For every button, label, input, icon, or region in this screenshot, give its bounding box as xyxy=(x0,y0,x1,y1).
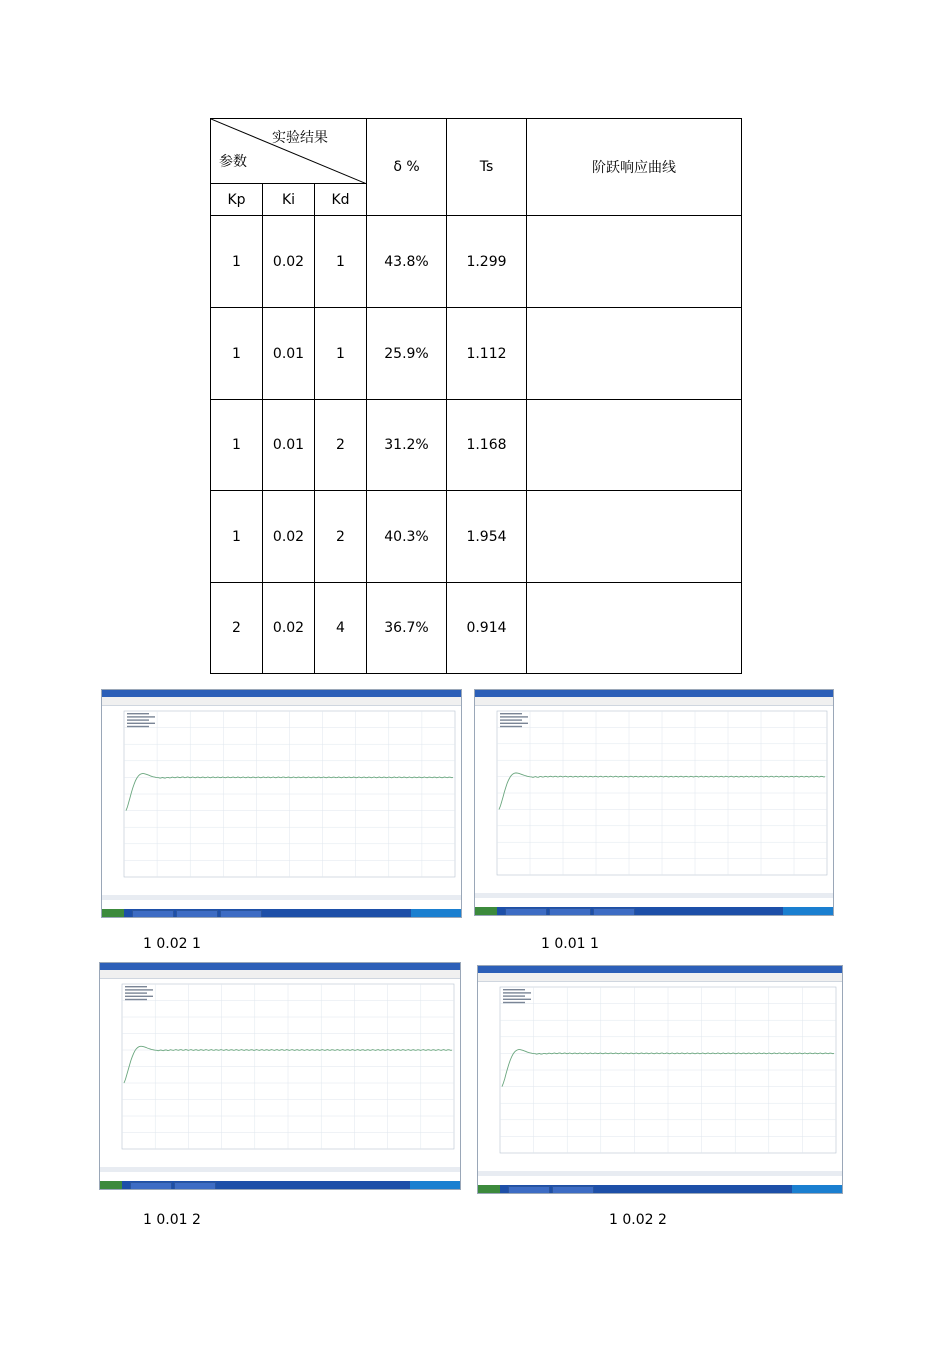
legend-line xyxy=(127,726,149,727)
cell-kd: 1 xyxy=(315,216,367,308)
taskbar-button xyxy=(505,908,547,916)
header-results: 实验结果 xyxy=(272,130,328,146)
taskbar-button xyxy=(174,1182,216,1190)
window-titlebar xyxy=(478,966,842,973)
cell-curve xyxy=(527,400,742,491)
table-row xyxy=(211,216,742,308)
step-response-screenshot xyxy=(101,689,462,918)
cell-kd: 4 xyxy=(315,583,367,674)
table-row xyxy=(211,400,742,491)
cell-ts: 1.168 xyxy=(447,400,527,491)
step-response-plot xyxy=(102,705,461,895)
cell-curve xyxy=(527,216,742,308)
start-button xyxy=(102,909,124,917)
legend-line xyxy=(125,986,147,987)
header-delta: δ % xyxy=(367,119,447,216)
legend-line xyxy=(125,999,147,1000)
legend-line xyxy=(127,716,155,717)
legend-line xyxy=(125,992,147,993)
legend-line xyxy=(503,1002,525,1003)
window-titlebar xyxy=(102,690,461,697)
cell-delta: 40.3% xyxy=(367,491,447,583)
col-ki: Ki xyxy=(263,184,315,216)
start-button xyxy=(478,1185,500,1193)
legend-line xyxy=(503,999,531,1000)
cell-curve xyxy=(527,308,742,400)
start-button xyxy=(475,907,497,915)
cell-curve xyxy=(527,583,742,674)
legend-line xyxy=(500,723,528,724)
cell-kp: 1 xyxy=(211,216,263,308)
window-statusbar xyxy=(475,893,833,898)
diagonal-header-cell xyxy=(211,119,367,184)
taskbar-button xyxy=(176,910,218,918)
taskbar-button xyxy=(220,910,262,918)
legend-line xyxy=(503,989,525,990)
system-tray xyxy=(783,907,833,915)
start-button xyxy=(100,1181,122,1189)
header-params: 参数 xyxy=(219,154,247,170)
taskbar xyxy=(475,907,833,915)
legend-line xyxy=(127,719,149,720)
step-response-plot xyxy=(100,978,460,1167)
cell-ts: 1.112 xyxy=(447,308,527,400)
cell-ki: 0.02 xyxy=(263,583,315,674)
screenshot-caption: 1 0.01 1 xyxy=(541,936,599,952)
cell-ki: 0.01 xyxy=(263,308,315,400)
system-tray xyxy=(792,1185,842,1193)
cell-delta: 43.8% xyxy=(367,216,447,308)
taskbar-button xyxy=(508,1186,550,1194)
step-response-screenshot xyxy=(477,965,843,1194)
cell-ts: 1.299 xyxy=(447,216,527,308)
cell-ts: 1.954 xyxy=(447,491,527,583)
legend-line xyxy=(500,719,522,720)
cell-kd: 2 xyxy=(315,400,367,491)
taskbar-button xyxy=(130,1182,172,1190)
taskbar xyxy=(100,1181,460,1189)
taskbar-button xyxy=(593,908,635,916)
cell-kp: 1 xyxy=(211,491,263,583)
col-kp: Kp xyxy=(211,184,263,216)
taskbar-button xyxy=(132,910,174,918)
header-ts: Ts xyxy=(447,119,527,216)
legend-line xyxy=(125,996,153,997)
cell-kp: 1 xyxy=(211,400,263,491)
screenshot-caption: 1 0.01 2 xyxy=(143,1212,201,1228)
taskbar xyxy=(478,1185,842,1193)
screenshot-caption: 1 0.02 2 xyxy=(609,1212,667,1228)
cell-ki: 0.01 xyxy=(263,400,315,491)
legend-line xyxy=(503,992,531,993)
system-tray xyxy=(411,909,461,917)
legend-line xyxy=(500,713,522,714)
table-row xyxy=(211,583,742,674)
step-response-screenshot xyxy=(474,689,834,916)
legend-line xyxy=(503,995,525,996)
legend-line xyxy=(125,989,153,990)
cell-kp: 1 xyxy=(211,308,263,400)
table-row xyxy=(211,491,742,583)
taskbar-button xyxy=(549,908,591,916)
cell-delta: 36.7% xyxy=(367,583,447,674)
col-kd: Kd xyxy=(315,184,367,216)
legend-line xyxy=(500,716,528,717)
cell-kp: 2 xyxy=(211,583,263,674)
step-response-plot xyxy=(475,705,833,893)
legend-line xyxy=(127,713,149,714)
cell-delta: 31.2% xyxy=(367,400,447,491)
header-curve: 阶跃响应曲线 xyxy=(527,119,742,216)
window-statusbar xyxy=(100,1167,460,1172)
system-tray xyxy=(410,1181,460,1189)
window-statusbar xyxy=(478,1171,842,1176)
cell-ki: 0.02 xyxy=(263,216,315,308)
cell-kd: 2 xyxy=(315,491,367,583)
legend-line xyxy=(500,726,522,727)
results-table xyxy=(210,118,742,674)
legend-line xyxy=(127,723,155,724)
step-response-screenshot xyxy=(99,962,461,1190)
table-row xyxy=(211,308,742,400)
step-response-plot xyxy=(478,981,842,1171)
cell-ts: 0.914 xyxy=(447,583,527,674)
screenshot-caption: 1 0.02 1 xyxy=(143,936,201,952)
cell-curve xyxy=(527,491,742,583)
cell-kd: 1 xyxy=(315,308,367,400)
window-titlebar xyxy=(475,690,833,697)
taskbar-button xyxy=(552,1186,594,1194)
taskbar xyxy=(102,909,461,917)
window-statusbar xyxy=(102,895,461,900)
cell-delta: 25.9% xyxy=(367,308,447,400)
window-titlebar xyxy=(100,963,460,970)
cell-ki: 0.02 xyxy=(263,491,315,583)
